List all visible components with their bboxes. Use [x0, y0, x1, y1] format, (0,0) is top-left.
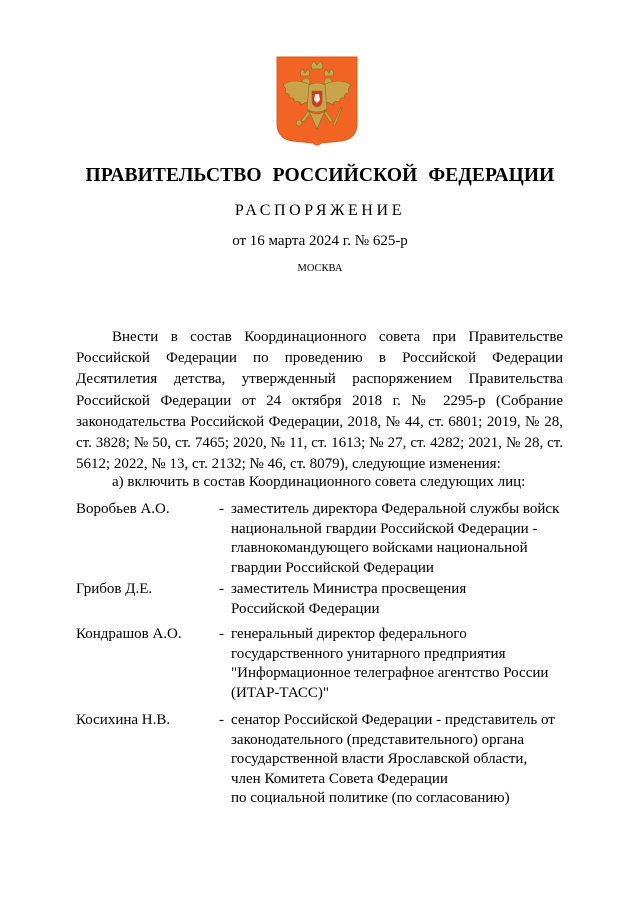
- document-date-number: от 16 марта 2024 г. № 625-р: [232, 233, 408, 249]
- member-role: заместитель директора Федеральной службы войск национальной гвардии Российской Федерации - главнокомандующего войсками национальной гвардии Российской Федерации: [231, 501, 560, 576]
- member-dash: -: [219, 712, 224, 728]
- double-headed-eagle-icon: [275, 55, 359, 148]
- member-role: генеральный директор федерального государственного унитарного предприятия "Информационное телеграфное агентство России (ИТАР-ТАСС)": [231, 626, 549, 701]
- member-name: Косихина Н.В.: [76, 712, 171, 728]
- member-name: Кондрашов А.О.: [76, 626, 182, 642]
- document-city: МОСКВА: [297, 263, 343, 274]
- member-dash: -: [219, 626, 224, 642]
- government-title: ПРАВИТЕЛЬСТВО РОССИЙСКОЙ ФЕДЕРАЦИИ: [85, 165, 555, 186]
- member-name: Грибов Д.Е.: [76, 581, 153, 597]
- intro-paragraph: Внести в состав Координационного совета при Правительстве Российской Федерации по проведению в Российской Федерации Десятилетия детства, утвержденный распоряжением Правительства Российской Федерации от 24 октября 2018 г. № 2295-р (Собрание законодательства Российской Федерации, 2018, № 44, ст. 6801; 2019, № 28, ст. 3828; № 50, ст. 7465; 2020, № 11, ст. 1613; № 27, ст. 4282; 2021, № 28, ст. 5612; 2022, № 13, ст. 2132; № 46, ст. 8079), следующие изменения:: [76, 329, 563, 473]
- member-role: сенатор Российской Федерации - представитель от законодательного (представительного) органа государственной власти Ярославской области, член Комитета Совета Федерации по социальной политике (по согласованию): [231, 712, 555, 806]
- member-role: заместитель Министра просвещения Российской Федерации: [231, 581, 467, 617]
- member-name: Воробьев А.О.: [76, 501, 170, 517]
- coat-of-arms-emblem: [275, 55, 359, 148]
- subheading-include-members: а) включить в состав Координационного совета следующих лиц:: [112, 474, 526, 490]
- document-type: РАСПОРЯЖЕНИЕ: [234, 202, 406, 219]
- member-dash: -: [219, 501, 224, 517]
- member-dash: -: [219, 581, 224, 597]
